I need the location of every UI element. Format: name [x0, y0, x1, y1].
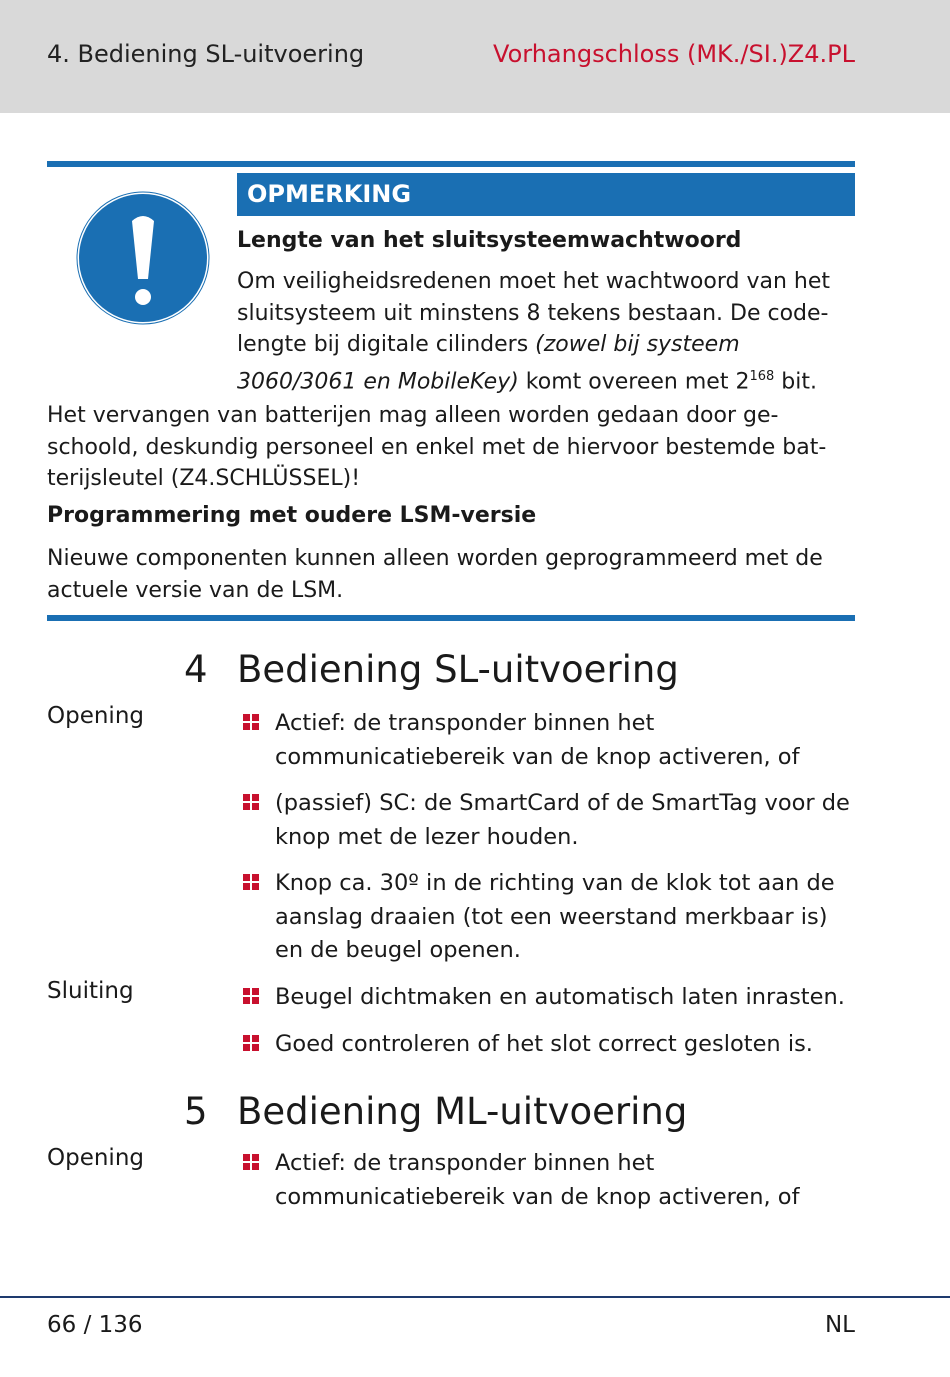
list-item-text: Goed controleren of het slot correct gesloten is.	[275, 1031, 813, 1057]
exclamation-icon	[76, 191, 210, 325]
bullet-icon	[243, 1035, 259, 1051]
page-header	[0, 0, 950, 113]
list-item-text: Actief: de transponder binnen het communicatiebereik van de knop activeren, of	[275, 710, 800, 770]
list-item-text: Knop ca. 30º in de richting van de klok tot aan de aanslag draaien (tot een weerstand merkbaar is) en de beugel openen.	[275, 870, 835, 963]
lsm-text: Nieuwe componenten kunnen alleen worden geprogrammeerd met de actuele versie van de LSM.	[47, 546, 823, 603]
bullet-icon	[243, 874, 259, 890]
header-product-name: Vorhangschloss (MK./SI.)Z4.PL	[493, 40, 855, 68]
section-4-number: 4	[184, 648, 208, 691]
list-item-text: (passief) SC: de SmartCard of de SmartTag voor de knop met de lezer houden.	[275, 790, 850, 850]
notice-bottom-rule	[47, 615, 855, 621]
lsm-heading: Programmering met oudere LSM-versie	[47, 503, 537, 528]
page-number: 66 / 136	[47, 1312, 143, 1338]
section-5-opening-label: Opening	[47, 1145, 144, 1171]
section-4-title: Bediening SL-uitvoering	[237, 648, 679, 691]
footer-rule	[0, 1296, 950, 1298]
list-item-text: Actief: de transponder binnen het communicatiebereik van de knop activeren, of	[275, 1150, 800, 1210]
battery-note: Het vervangen van batterijen mag alleen worden gedaan door ge-schoold, deskundig personeel en enkel met de hiervoor bestemde bat-terijsleutel (Z4.SCHLÜSSEL)!	[47, 403, 827, 491]
notice-body-italic: (zowel bij systeem 3060/3061 en MobileKey)	[237, 332, 740, 394]
header-chapter-title: 4. Bediening SL-uitvoering	[47, 40, 365, 68]
notice-top-rule	[47, 161, 855, 167]
bullet-icon	[243, 1154, 259, 1170]
bullet-icon	[243, 714, 259, 730]
section-5-number: 5	[184, 1090, 208, 1133]
section-4-closing-label: Sluiting	[47, 978, 134, 1004]
section-4-opening-label: Opening	[47, 703, 144, 729]
section-5-title: Bediening ML-uitvoering	[237, 1090, 688, 1133]
notice-body-text-1: Om veiligheidsredenen moet het wachtwoord van het sluitsysteem uit minstens 8 tekens bestaan. De code-lengte bij digitale cilinders	[237, 269, 830, 357]
language-code: NL	[824, 1312, 855, 1338]
notice-label: OPMERKING	[237, 173, 855, 216]
list-item-text: Beugel dichtmaken en automatisch laten inrasten.	[275, 984, 845, 1010]
bullet-icon	[243, 988, 259, 1004]
notice-body	[237, 266, 857, 397]
notice-body-text-2: komt overeen met 2	[518, 368, 750, 394]
notice-subtitle: Lengte van het sluitsysteemwachtwoord	[237, 228, 742, 253]
bullet-icon	[243, 794, 259, 810]
notice-body-text-3: bit.	[774, 368, 817, 394]
notice-body-superscript: 168	[749, 368, 775, 384]
